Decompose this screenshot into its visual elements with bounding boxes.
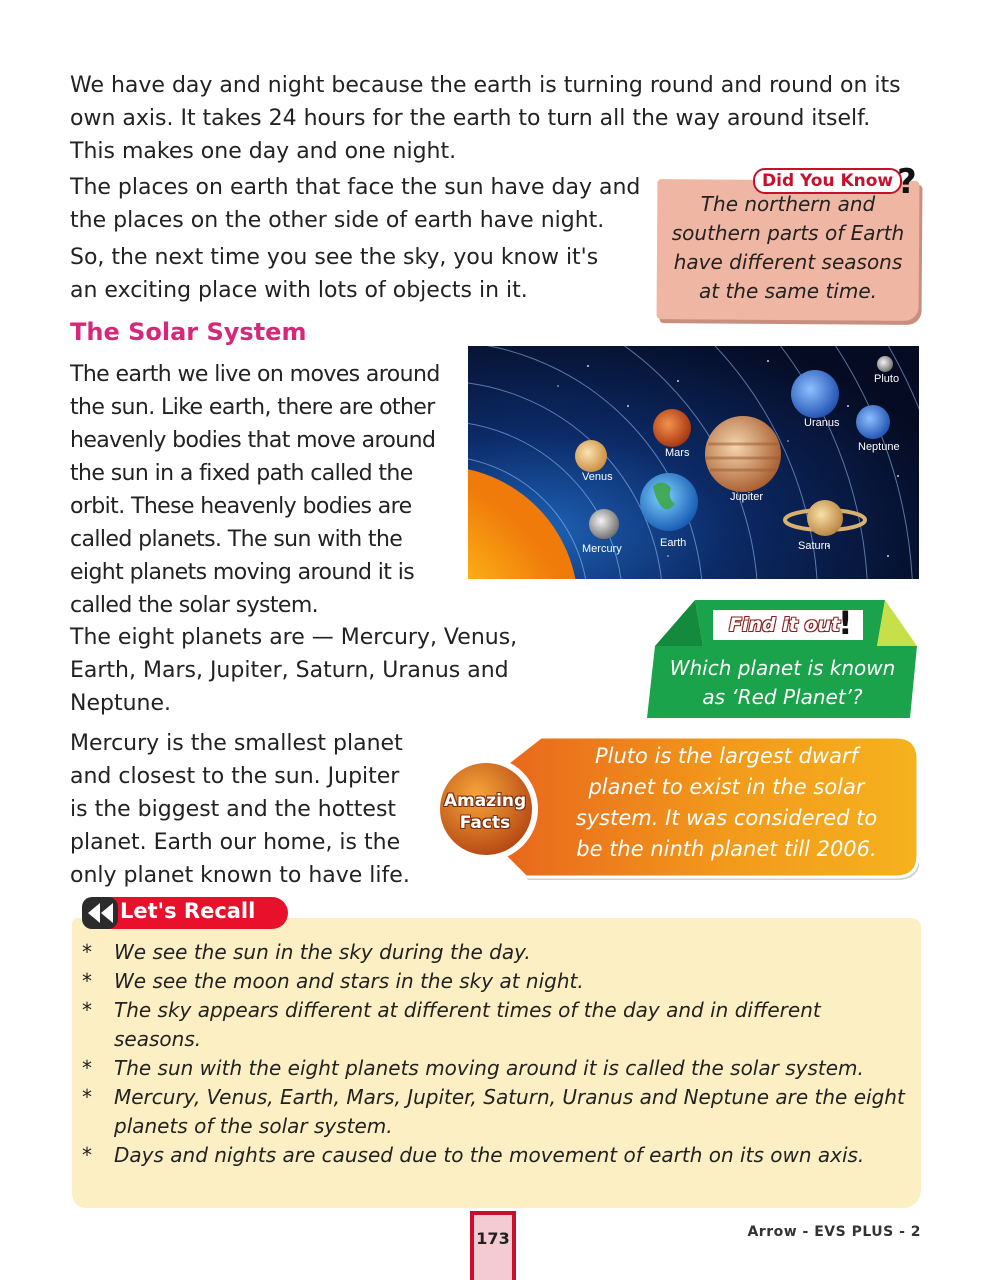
- mercury-paragraph: [70, 727, 410, 892]
- amazing-line-2: planet to exist in the solar: [588, 775, 865, 799]
- amazing-line-1: Pluto is the largest dwarf: [595, 744, 858, 768]
- amazing-line-4: be the ninth planet till 2006.: [576, 837, 877, 861]
- intro-line-2: own axis. It takes 24 hours for the earth to turn all the way around itself.: [70, 106, 871, 131]
- mars-label: Mars: [665, 447, 690, 459]
- mercury-line-2: and closest to the sun. Jupiter: [70, 764, 400, 789]
- book-title: Arrow - EVS PLUS - 2: [747, 1224, 921, 1240]
- recall-list: [82, 938, 912, 1170]
- solar-line-2: the sun. Like earth, there are other: [70, 395, 435, 420]
- section-heading: The Solar System: [70, 318, 307, 346]
- saturn-shape: [807, 500, 843, 536]
- solar-system-image: [468, 346, 919, 579]
- recall-item: * We see the sun in the sky during the day.: [82, 938, 912, 967]
- venus-label: Venus: [582, 471, 613, 483]
- solar-paragraph: [70, 358, 460, 622]
- amazing-facts-text: [544, 741, 909, 865]
- did-you-know-text: [657, 190, 919, 306]
- intro-line-3: This makes one day and one night.: [70, 139, 457, 164]
- find-it-out-line-1: Which planet is known: [669, 656, 896, 680]
- solar-line-8: called the solar system.: [70, 593, 319, 618]
- did-you-know-line-2: southern parts of Earth: [671, 221, 905, 245]
- page-number: 173: [476, 1229, 510, 1248]
- solar-system-illustration: [468, 346, 919, 579]
- mercury-label: Mercury: [582, 543, 622, 555]
- solar-line-1: The earth we live on moves around: [70, 362, 440, 387]
- recall-item: * Days and nights are caused due to the movement of earth on its own axis.: [82, 1141, 912, 1170]
- find-it-out-text: [651, 654, 914, 712]
- solar-line-5: orbit. These heavenly bodies are: [70, 494, 412, 519]
- amazing-badge-line-1: Amazing: [443, 791, 527, 811]
- day-night-line-2: the places on the other side of earth have night.: [70, 208, 605, 233]
- amazing-badge-line-2: Facts: [459, 813, 511, 833]
- uranus-shape: [791, 370, 839, 418]
- amazing-line-3: system. It was considered to: [575, 806, 878, 830]
- amazing-facts-box: [426, 737, 919, 880]
- recall-item: * Mercury, Venus, Earth, Mars, Jupiter, Saturn, Uranus and Neptune are the eight planets of the solar system.: [82, 1083, 912, 1141]
- sky-line-1: So, the next time you see the sky, you know it's: [70, 245, 599, 270]
- did-you-know-line-3: have different seasons: [673, 250, 903, 274]
- mars-shape: [653, 409, 691, 447]
- pluto-label: Pluto: [874, 373, 900, 385]
- find-it-out-box: [645, 598, 920, 718]
- find-it-out-title: Find it out: [729, 614, 841, 636]
- recall-item: * The sky appears different at different times of the day and in different seasons.: [82, 996, 912, 1054]
- solar-line-7: eight planets moving around it is: [70, 560, 415, 585]
- recall-title: Let's Recall: [120, 899, 256, 923]
- find-it-out-line-2: as ‘Red Planet’?: [702, 685, 863, 709]
- solar-line-6: called planets. The sun with the: [70, 527, 403, 552]
- day-night-line-1: The places on earth that face the sun have day and: [70, 175, 641, 200]
- mercury-line-3: is the biggest and the hottest: [70, 797, 397, 822]
- venus-shape: [575, 440, 607, 472]
- neptune-shape: [856, 405, 890, 439]
- solar-line-4: the sun in a fixed path called the: [70, 461, 413, 486]
- jupiter-shape: [705, 416, 781, 492]
- uranus-label: Uranus: [804, 417, 840, 429]
- amazing-badge-label: [440, 790, 530, 834]
- jupiter-label: Jupiter: [730, 491, 764, 503]
- page-number-tab: [470, 1211, 516, 1280]
- pluto-shape: [877, 356, 893, 372]
- solar-line-3: heavenly bodies that move around: [70, 428, 436, 453]
- saturn-label: Saturn: [798, 540, 831, 552]
- planets-paragraph: [70, 621, 517, 720]
- sky-line-2: an exciting place with lots of objects in it.: [70, 278, 528, 303]
- mercury-line-5: only planet known to have life.: [70, 863, 410, 888]
- recall-item: * We see the moon and stars in the sky at night.: [82, 967, 912, 996]
- planets-line-3: Neptune.: [70, 691, 171, 716]
- mercury-line-4: planet. Earth our home, is the: [70, 830, 401, 855]
- recall-item: * The sun with the eight planets moving around it is called the solar system.: [82, 1054, 912, 1083]
- did-you-know-line-4: at the same time.: [699, 279, 877, 303]
- intro-line-1: We have day and night because the earth is turning round and round on its: [70, 73, 901, 98]
- exclamation-icon: !: [838, 604, 853, 642]
- earth-label: Earth: [660, 537, 687, 549]
- question-mark-icon: ?: [897, 162, 917, 202]
- neptune-label: Neptune: [858, 441, 900, 453]
- planets-line-2: Earth, Mars, Jupiter, Saturn, Uranus and: [70, 658, 509, 683]
- did-you-know-line-1: The northern and: [700, 192, 876, 216]
- mercury-line-1: Mercury is the smallest planet: [70, 731, 403, 756]
- mercury-shape: [589, 509, 619, 539]
- did-you-know-box: [657, 162, 919, 320]
- planets-line-1: The eight planets are — Mercury, Venus,: [70, 625, 518, 650]
- sky-paragraph: [70, 241, 598, 307]
- did-you-know-tag: Did You Know: [753, 168, 902, 194]
- day-night-paragraph: [70, 171, 640, 237]
- recall-header: [82, 897, 288, 929]
- intro-paragraph: [70, 69, 901, 168]
